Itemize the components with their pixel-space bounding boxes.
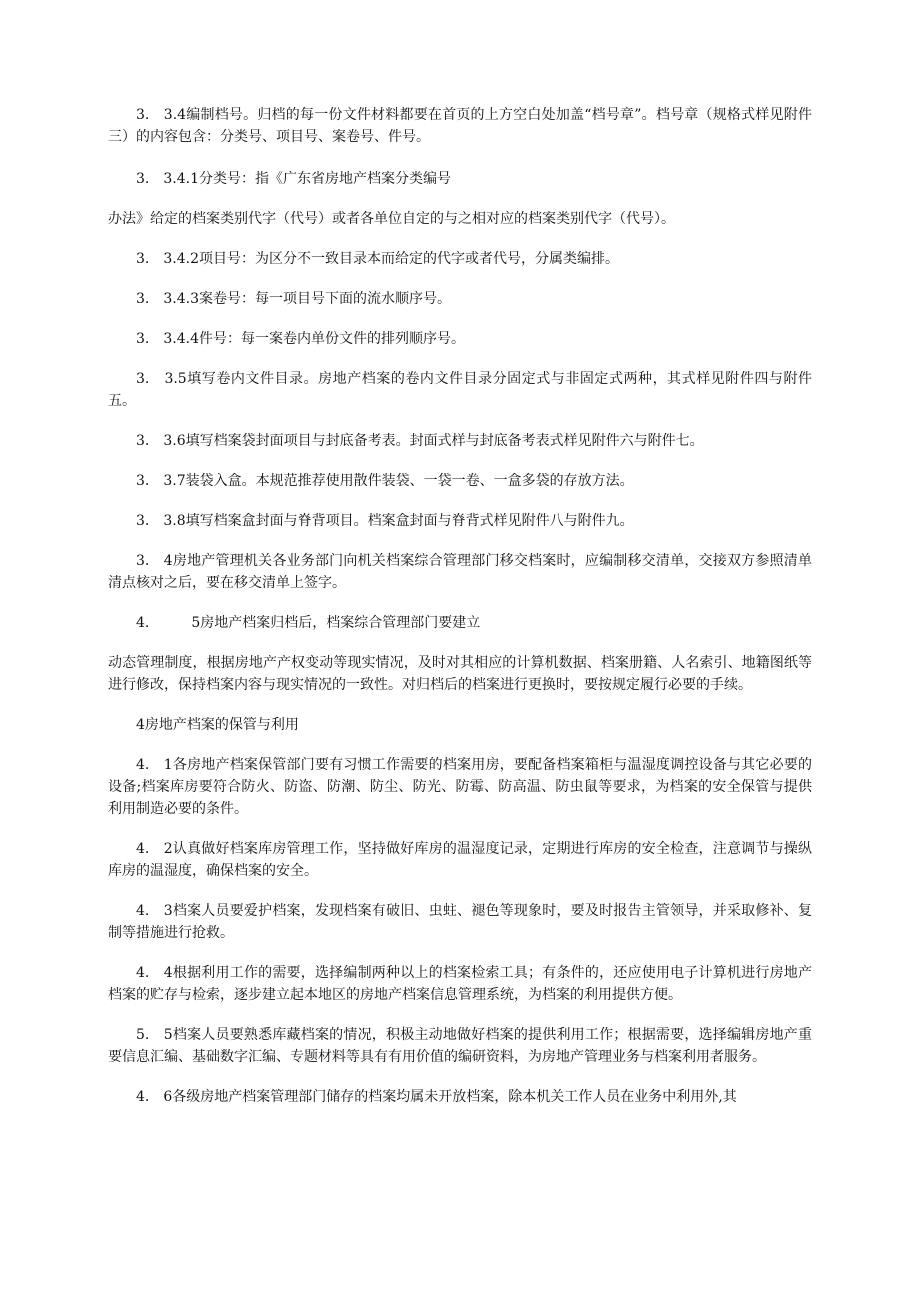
paragraph-4-1: 4. 1各房地产档案保管部门要有习惯工作需要的档案用房，要配备档案箱柜与温湿度调控设备与其它必要的设备;档案库房要符合防火、防盗、防潮、防尘、防光、防霉、防高温、防虫鼠等要求，为档案的安全保管与提供利用制造必要的条件。 <box>108 757 812 817</box>
paragraph-3-3-4: 3. 3.4编制档号。归档的每一份文件材料都要在首页的上方空白处加盖“档号章”。档号章（规格式样见附件三）的内容包含：分类号、项目号、案卷号、件号。 <box>108 107 812 145</box>
paragraph-3-3-4-2: 3. 3.4.2项目号：为区分不一致目录本而给定的代字或者代号，分属类编排。 <box>136 251 619 267</box>
paragraph-3-3-4-1: 3. 3.4.1分类号：指《广东省房地产档案分类编号 <box>136 171 451 187</box>
paragraph-3-3-8: 3. 3.8填写档案盒封面与脊背项目。档案盒封面与脊背式样见附件八与附件九。 <box>136 513 634 529</box>
paragraph-3-4: 3. 4房地产管理机关各业务部门向机关档案综合管理部门移交档案时，应编制移交清单，交接双方参照清单清点核对之后，要在移交清单上签字。 <box>108 553 812 591</box>
paragraph-3-3-4-3: 3. 3.4.3案卷号：每一项目号下面的流水顺序号。 <box>136 291 451 307</box>
paragraph-4-5: 4. 5房地产档案归档后，档案综合管理部门要建立 <box>136 615 481 631</box>
paragraph-4-4: 4. 4根据利用工作的需要，选择编制两种以上的档案检索工具；有条件的，还应使用电子计算机进行房地产档案的贮存与检索，逐步建立起本地区的房地产档案信息管理系统，为档案的利用提供方便。 <box>108 965 812 1003</box>
section-heading-4: 4房地产档案的保管与利用 <box>136 717 299 733</box>
paragraph-3-3-4-4: 3. 3.4.4件号：每一案卷内单份文件的排列顺序号。 <box>136 331 465 347</box>
paragraph-3-3-5: 3. 3.5填写卷内文件目录。房地产档案的卷内文件目录分固定式与非固定式两种，其式样见附件四与附件五。 <box>108 371 812 409</box>
paragraph-4-3: 4. 3档案人员要爱护档案，发现档案有破旧、虫蛀、褪色等现象时，要及时报告主管领导，并采取修补、复制等措施进行抢救。 <box>108 903 812 941</box>
paragraph-3-3-7: 3. 3.7装袋入盒。本规范推荐使用散件装袋、一袋一卷、一盒多袋的存放方法。 <box>136 473 634 489</box>
paragraph-4-6: 4. 6各级房地产档案管理部门储存的档案均属未开放档案，除本机关工作人员在业务中利用外,其 <box>136 1089 737 1105</box>
paragraph-5-5: 5. 5档案人员要熟悉库藏档案的情况，积极主动地做好档案的提供利用工作；根据需要，选择编辑房地产重要信息汇编、基础数字汇编、专题材料等具有有用价值的编研资料，为房地产管理业务与档案利用者服务。 <box>108 1027 812 1065</box>
document-page <box>108 104 812 1108</box>
paragraph-4-2: 4. 2认真做好档案库房管理工作，坚持做好库房的温湿度记录，定期进行库房的安全检查，注意调节与操纵库房的温湿度，确保档案的安全。 <box>108 841 812 879</box>
paragraph-4-5-continued: 动态管理制度，根据房地产产权变动等现实情况，及时对其相应的计算机数据、档案册籍、人名索引、地籍图纸等进行修改，保持档案内容与现实情况的一致性。对归档后的档案进行更换时，要按规定履行必要的手续。 <box>108 655 812 693</box>
paragraph-3-3-4-1-continued: 办法》给定的档案类别代字（代号）或者各单位自定的与之相对应的档案类别代字（代号）。 <box>108 211 675 227</box>
paragraph-3-3-6: 3. 3.6填写档案袋封面项目与封底备考表。封面式样与封底备考表式样见附件六与附件七。 <box>136 433 704 449</box>
